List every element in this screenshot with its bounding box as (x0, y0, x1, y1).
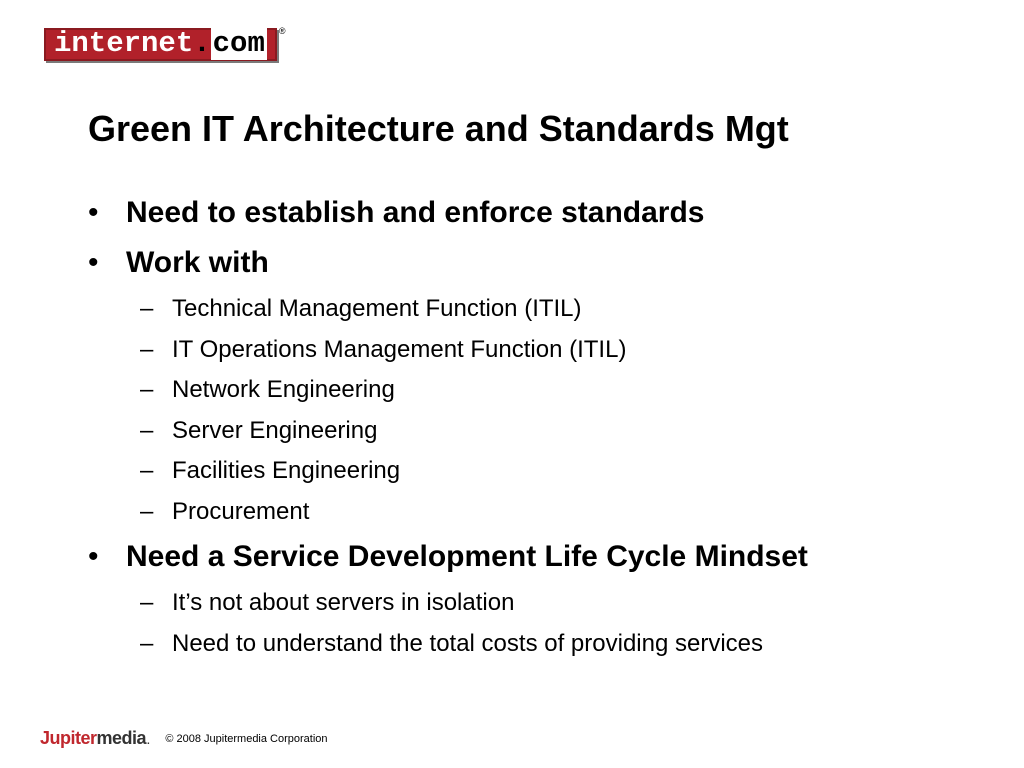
dash-marker: – (140, 376, 154, 403)
sub-bullet-item (140, 417, 377, 445)
sub-bullet-item (140, 336, 626, 364)
sub-bullet-text: It’s not about servers in isolation (172, 589, 515, 616)
sub-bullet-text: Technical Management Function (ITIL) (172, 295, 582, 322)
logo-jupiter-text: Jupiter (40, 728, 97, 748)
logo-com-text: com (212, 27, 265, 60)
sub-bullet-text: Need to understand the total costs of providing services (172, 630, 763, 657)
sub-bullet-item (140, 295, 582, 323)
logo-box (44, 28, 277, 61)
bullet-text: Need to establish and enforce standards (126, 196, 705, 229)
copyright-text: © 2008 Jupitermedia Corporation (165, 732, 328, 745)
slide-footer (40, 728, 328, 749)
logo-wordmark (54, 29, 267, 58)
bullet-marker: • (88, 246, 99, 279)
slide-title: Green IT Architecture and Standards Mgt (88, 108, 789, 149)
bullet-item (88, 246, 269, 280)
bullet-marker: • (88, 196, 99, 229)
logo-mark: . (147, 736, 150, 747)
sub-bullet-text: Facilities Engineering (172, 457, 401, 484)
sub-bullet-item (140, 376, 395, 404)
bullet-item (88, 540, 808, 574)
dash-marker: – (140, 589, 154, 616)
dash-marker: – (140, 336, 154, 363)
sub-bullet-text: Server Engineering (172, 417, 378, 444)
sub-bullet-item (140, 457, 400, 485)
sub-bullet-text: Network Engineering (172, 376, 395, 403)
sub-bullet-item (140, 589, 514, 617)
logo-internet-text: internet (54, 27, 194, 60)
logo-media-text: media (96, 728, 147, 748)
dash-marker: – (140, 295, 154, 322)
bullet-marker: • (88, 540, 99, 573)
registered-mark: ® (278, 26, 286, 36)
internet-com-logo (44, 28, 286, 61)
jupitermedia-logo (40, 728, 149, 749)
sub-bullet-item (140, 630, 763, 658)
dash-marker: – (140, 498, 154, 525)
sub-bullet-text: IT Operations Management Function (ITIL) (172, 336, 627, 363)
logo-dot-text: . (193, 27, 211, 60)
sub-bullet-item (140, 498, 309, 526)
sub-bullet-text: Procurement (172, 498, 310, 525)
bullet-item (88, 196, 704, 230)
dash-marker: – (140, 630, 154, 657)
dash-marker: – (140, 457, 154, 484)
dash-marker: – (140, 417, 154, 444)
bullet-text: Work with (126, 246, 269, 279)
bullet-text: Need a Service Development Life Cycle Mindset (126, 540, 808, 573)
